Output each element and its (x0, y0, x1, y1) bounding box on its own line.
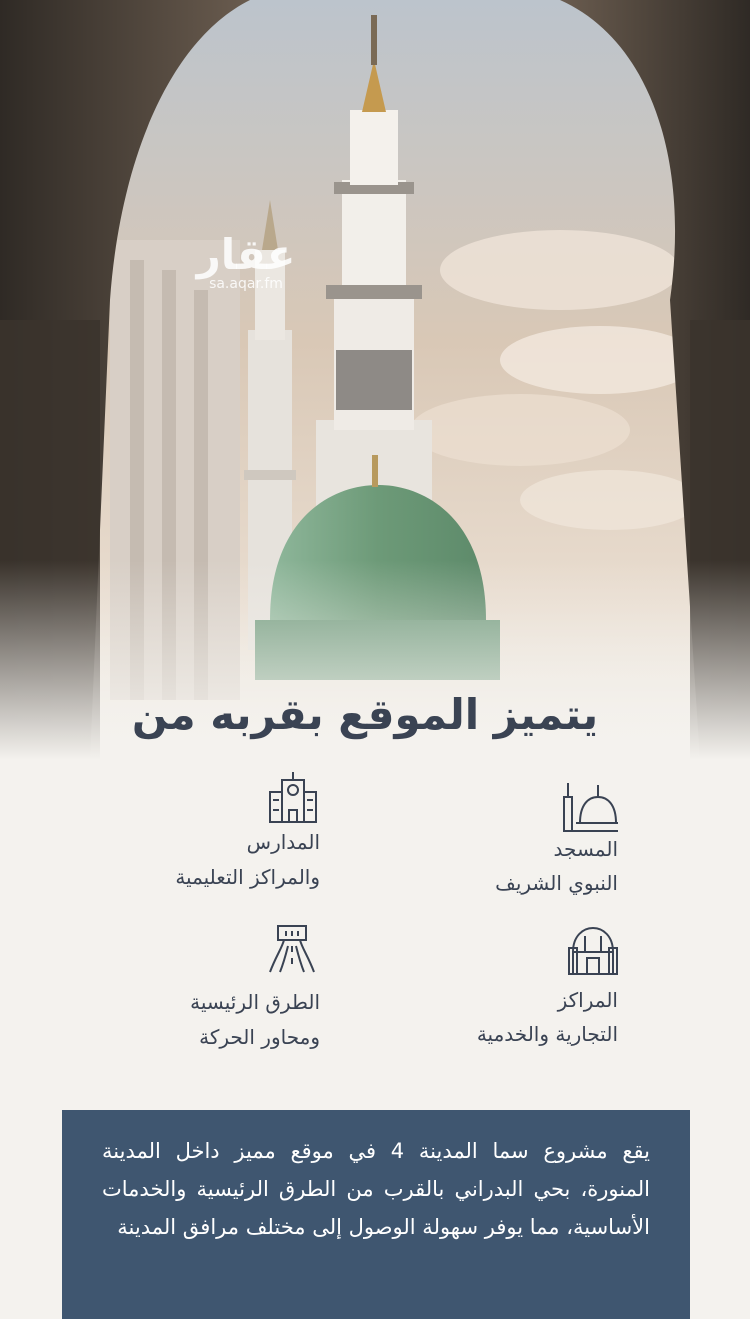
feature-roads-line1: الطرق الرئيسية (190, 990, 320, 1014)
feature-mosque-line2: النبوي الشريف (495, 871, 618, 895)
feature-roads-line2: ومحاور الحركة (199, 1025, 320, 1049)
feature-roads (120, 922, 320, 1057)
road-icon (266, 922, 318, 978)
watermark-url: sa.aqar.fm (209, 276, 283, 292)
feature-schools-line1: المدارس (246, 830, 320, 854)
feature-mosque-line1: المسجد (553, 837, 618, 861)
feature-schools-line2: والمراكز التعليمية (175, 865, 320, 889)
info-panel (62, 1110, 690, 1319)
feature-commercial-line1: المراكز (557, 988, 618, 1012)
aqar-logo: عقار (196, 230, 296, 279)
info-description: يقع مشروع سما المدينة 4 في موقع مميز داخل المدينة المنورة، بحي البدراني بالقرب من الطرق الرئيسية والخدمات الأساسية، مما يوفر سهولة الوصول إلى مختلف مرافق المدينة (102, 1139, 651, 1239)
feature-schools (120, 770, 320, 900)
school-icon (268, 770, 318, 828)
mosque-icon (558, 775, 620, 837)
page-title: يتميز الموقع بقربه من (131, 690, 599, 739)
mall-icon (567, 922, 619, 980)
aqar-watermark (186, 232, 306, 292)
feature-commercial-line2: التجارية والخدمية (476, 1022, 618, 1046)
feature-mosque (400, 775, 620, 905)
feature-commercial (400, 920, 620, 1055)
